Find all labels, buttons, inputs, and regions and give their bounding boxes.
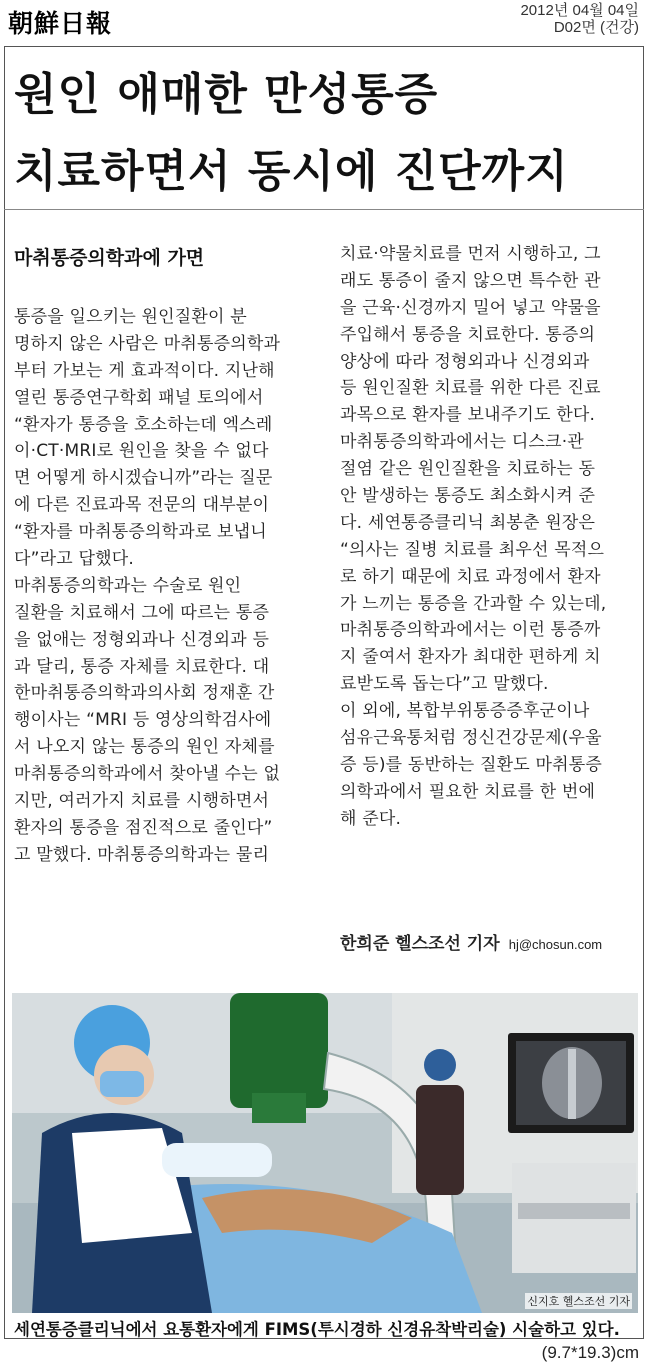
byline: [340, 929, 602, 954]
body-text-line: 한마취통증의학과의사회 정재훈 간: [14, 683, 275, 704]
body-text-line: 이 외에, 복합부위통증증후군이나: [340, 701, 590, 722]
body-text-line: 열린 통증연구학회 패널 토의에서: [14, 387, 264, 408]
headline-rule: [4, 209, 644, 210]
body-text-line: 등 원인질환 치료를 위한 다른 진료: [340, 378, 601, 399]
body-text-line: 고 말했다. 마취통증의학과는 물리: [14, 844, 270, 865]
body-text-line: 부터 가보는 게 효과적이다. 지난해: [14, 360, 275, 381]
body-text-line: 가 느끼는 통증을 간과할 수 있는데,: [340, 593, 607, 614]
body-text-line: 마취통증의학과에서 찾아낼 수는 없: [14, 764, 281, 785]
body-text-line: 에 다른 진료과목 전문의 대부분이: [14, 495, 270, 516]
body-text-line: “환자를 마취통증의학과로 보냅니: [14, 522, 267, 543]
byline-name: 한희준 헬스조선 기자: [340, 934, 500, 954]
body-text-line: 래도 통증이 줄지 않으면 특수한 관: [340, 270, 601, 291]
body-text-line: 을 근육·신경까지 밀어 넣고 약물을: [340, 297, 601, 318]
body-text-line: 을 없애는 정형외과나 신경외과 등: [14, 629, 270, 650]
body-text-line: 서 나오지 않는 통증의 원인 자체를: [14, 737, 275, 758]
issue-meta: [520, 2, 639, 36]
body-text-line: 다. 세연통증클리닉 최봉춘 원장은: [340, 512, 596, 533]
body-column-right: [340, 241, 640, 833]
article-photo: [12, 993, 638, 1313]
body-text-line: 면 어떻게 하시겠습니까”라는 질문: [14, 468, 273, 489]
subhead: 마취통증의학과에 가면: [14, 247, 205, 269]
issue-date: 2012년 04월 04일: [520, 2, 639, 19]
body-text-line: “환자가 통증을 호소하는데 엑스레: [14, 414, 273, 435]
body-text-line: 지 줄여서 환자가 최대한 편하게 치: [340, 647, 601, 668]
photo-credit: 신지호 헬스조선 기자: [527, 1295, 630, 1308]
body-text-line: 마취통증의학과에서는 디스크·관: [340, 432, 584, 453]
body-text-line: 의학과에서 필요한 치료를 한 번에: [340, 781, 596, 802]
body-text-line: 명하지 않은 사람은 마취통증의학과: [14, 333, 281, 354]
body-text-line: 다”라고 답했다.: [14, 549, 134, 570]
issue-page: D02면 (건강): [553, 19, 639, 36]
masthead-logo: 朝鮮日報: [8, 9, 113, 38]
body-text-line: 로 하기 때문에 치료 과정에서 환자: [340, 566, 601, 587]
body-text-line: 안 발생하는 통증도 최소화시켜 준: [340, 486, 596, 507]
photo-illustration: [12, 993, 638, 1313]
body-column-left: [14, 304, 314, 869]
body-text-line: 행이사는 “MRI 등 영상의학검사에: [14, 710, 272, 731]
body-text-line: 과 달리, 통증 자체를 치료한다. 대: [14, 656, 270, 677]
headline-line-2: 치료하면서 동시에 진단까지: [14, 146, 569, 197]
body-text-line: 질환을 치료해서 그에 따르는 통증: [14, 602, 270, 623]
body-text-line: 절염 같은 원인질환을 치료하는 동: [340, 459, 596, 480]
body-text-line: 마취통증의학과에서는 이런 통증까: [340, 620, 601, 641]
body-text-line: 양상에 따라 정형외과나 신경외과: [340, 351, 590, 372]
body-text-line: 증 등)를 동반하는 질환도 마취통증: [340, 754, 602, 775]
body-text-line: 해 준다.: [340, 808, 402, 829]
body-text-line: 이·CT·MRI로 원인을 찾을 수 없다: [14, 441, 269, 462]
body-text-line: 환자의 통증을 점진적으로 줄인다”: [14, 817, 273, 838]
byline-email: hj@chosun.com: [508, 937, 603, 952]
body-text-line: 치료·약물치료를 먼저 시행하고, 그: [340, 244, 601, 264]
body-text-line: 섬유근육통처럼 정신건강문제(우울: [340, 728, 602, 749]
body-text-line: 료받도록 돕는다”고 말했다.: [340, 674, 549, 695]
body-text-line: 주입해서 통증을 치료한다. 통증의: [340, 324, 596, 345]
body-text-line: 마취통증의학과는 수술로 원인: [14, 575, 242, 596]
photo-caption: 세연통증클리닉에서 요통환자에게 FIMS(투시경하 신경유착박리술) 시술하고 있다.: [14, 1320, 620, 1339]
body-text-line: “의사는 질병 치료를 최우선 목적으: [340, 539, 605, 560]
body-text-line: 통증을 일으키는 원인질환이 분: [14, 307, 247, 327]
headline-line-1: 원인 애매한 만성통증: [14, 69, 439, 120]
clipping-size-note: (9.7*19.3)cm: [541, 1343, 639, 1362]
body-text-line: 과목으로 환자를 보내주기도 한다.: [340, 405, 596, 426]
body-text-line: 지만, 여러가지 치료를 시행하면서: [14, 791, 270, 812]
